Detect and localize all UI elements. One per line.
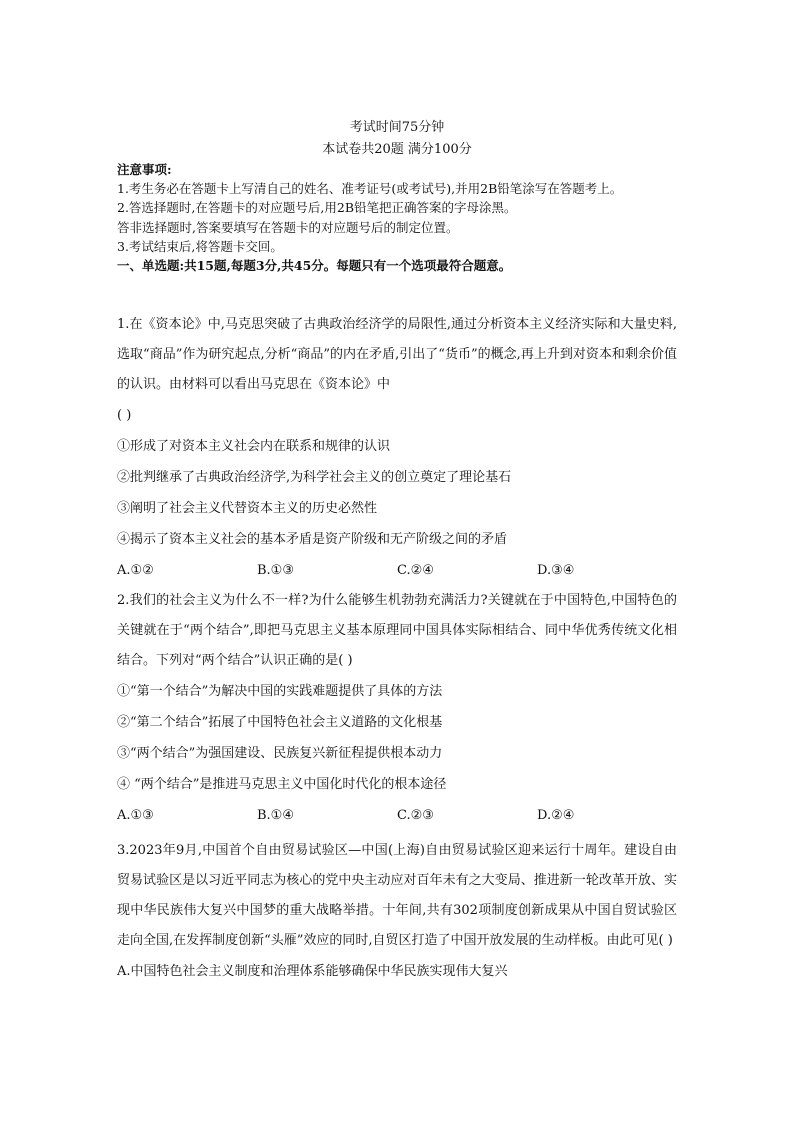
- question-2-item-3: ③“两个结合”为强国建设、民族复兴新征程提供根本动力: [117, 746, 443, 761]
- question-2-item-4: ④ “两个结合”是推进马克思主义中国化时代化的根本途径: [117, 777, 447, 792]
- question-1-item-2: ②批判继承了古典政治经济学,为科学社会主义的创立奠定了理论基石: [117, 470, 512, 485]
- question-1-option-c: C.②④: [397, 563, 434, 578]
- notes-title: 注意事项:: [117, 162, 172, 177]
- question-2-option-c: C.②③: [397, 808, 434, 823]
- question-2-option-d: D.②④: [537, 808, 575, 823]
- question-2-item-2: ②“第二个结合”拓展了中国特色社会主义道路的文化根基: [117, 715, 443, 730]
- notes-line-3: 答非选择题时,答案要填写在答题卡的对应题号后的制定位置。: [117, 219, 459, 235]
- question-1-bracket: ( ): [117, 408, 132, 423]
- question-2-item-1: ①“第一个结合”为解决中国的实践难题提供了具体的方法: [117, 684, 443, 699]
- question-3-stem: 3.2023年9月,中国首个自由贸易试验区—中国(上海)自由贸易试验区迎来运行十周年。建设自由贸易试验区是以习近平同志为核心的党中央主动应对百年未有之大变局、推进新一轮改革开放、实现中华民族伟大复兴中国梦的重大战略举措。十年间,共有302项制度创新成果从中国自贸试验区走向全国,在发挥制度创新“头雁”效应的同时,自贸区打造了中国开放发展的生动样板。由此可见( ): [117, 843, 677, 948]
- exam-summary: 本试卷共20题 满分100分: [322, 142, 472, 157]
- question-2-options: [117, 800, 677, 831]
- exam-time: 考试时间75分钟: [349, 120, 445, 135]
- notes-line-4: 3.考试结束后,将答题卡交回。: [117, 238, 283, 254]
- question-1-option-d: D.③④: [537, 563, 575, 578]
- question-1-stem: 1.在《资本论》中,马克思突破了古典政治经济学的局限性,通过分析资本主义经济实际和大量史料,选取“商品”作为研究起点,分析“商品”的内在矛盾,引出了“货币”的概念,再上升到对资本和剩余价值的认识。由材料可以看出马克思在《资本论》中: [117, 317, 677, 392]
- question-1-option-a: A.①②: [117, 563, 154, 578]
- question-3-option-a: A.中国特色社会主义制度和治理体系能够确保中华民族实现伟大复兴: [117, 964, 508, 979]
- question-3: [117, 836, 677, 987]
- question-2: [117, 586, 677, 831]
- notes-line-2: 2.答选择题时,在答题卡的对应题号后,用2B铅笔把正确答案的字母涂黑。: [117, 200, 517, 216]
- question-1-option-b: B.①③: [257, 563, 294, 578]
- question-1-item-3: ③阐明了社会主义代替资本主义的历史必然性: [117, 501, 378, 516]
- notes-line-1: 1.考生务必在答题卡上写清自己的姓名、准考证号(或考试号),并用2B铅笔涂写在答题考上。: [117, 181, 623, 197]
- notes-block: [117, 160, 677, 275]
- question-2-option-b: B.①④: [257, 808, 294, 823]
- question-1-item-4: ④揭示了资本主义社会的基本矛盾是资产阶级和无产阶级之间的矛盾: [117, 532, 508, 547]
- question-1-item-1: ①形成了对资本主义社会内在联系和规律的认识: [117, 439, 391, 454]
- question-1-options: [117, 555, 677, 586]
- question-1: [117, 310, 677, 586]
- section-heading: 一、单选题:共15题,每题3分,共45分。每题只有一个选项最符合题意。: [117, 258, 512, 274]
- question-2-option-a: A.①③: [117, 808, 154, 823]
- question-2-stem: 2.我们的社会主义为什么不一样?为什么能够生机勃勃充满活力?关键就在于中国特色,中国特色的关键就在于“两个结合”,即把马克思主义基本原理同中国具体实际相结合、同中华优秀传统文化相结合。下列对“两个结合”认识正确的是( ): [117, 593, 677, 668]
